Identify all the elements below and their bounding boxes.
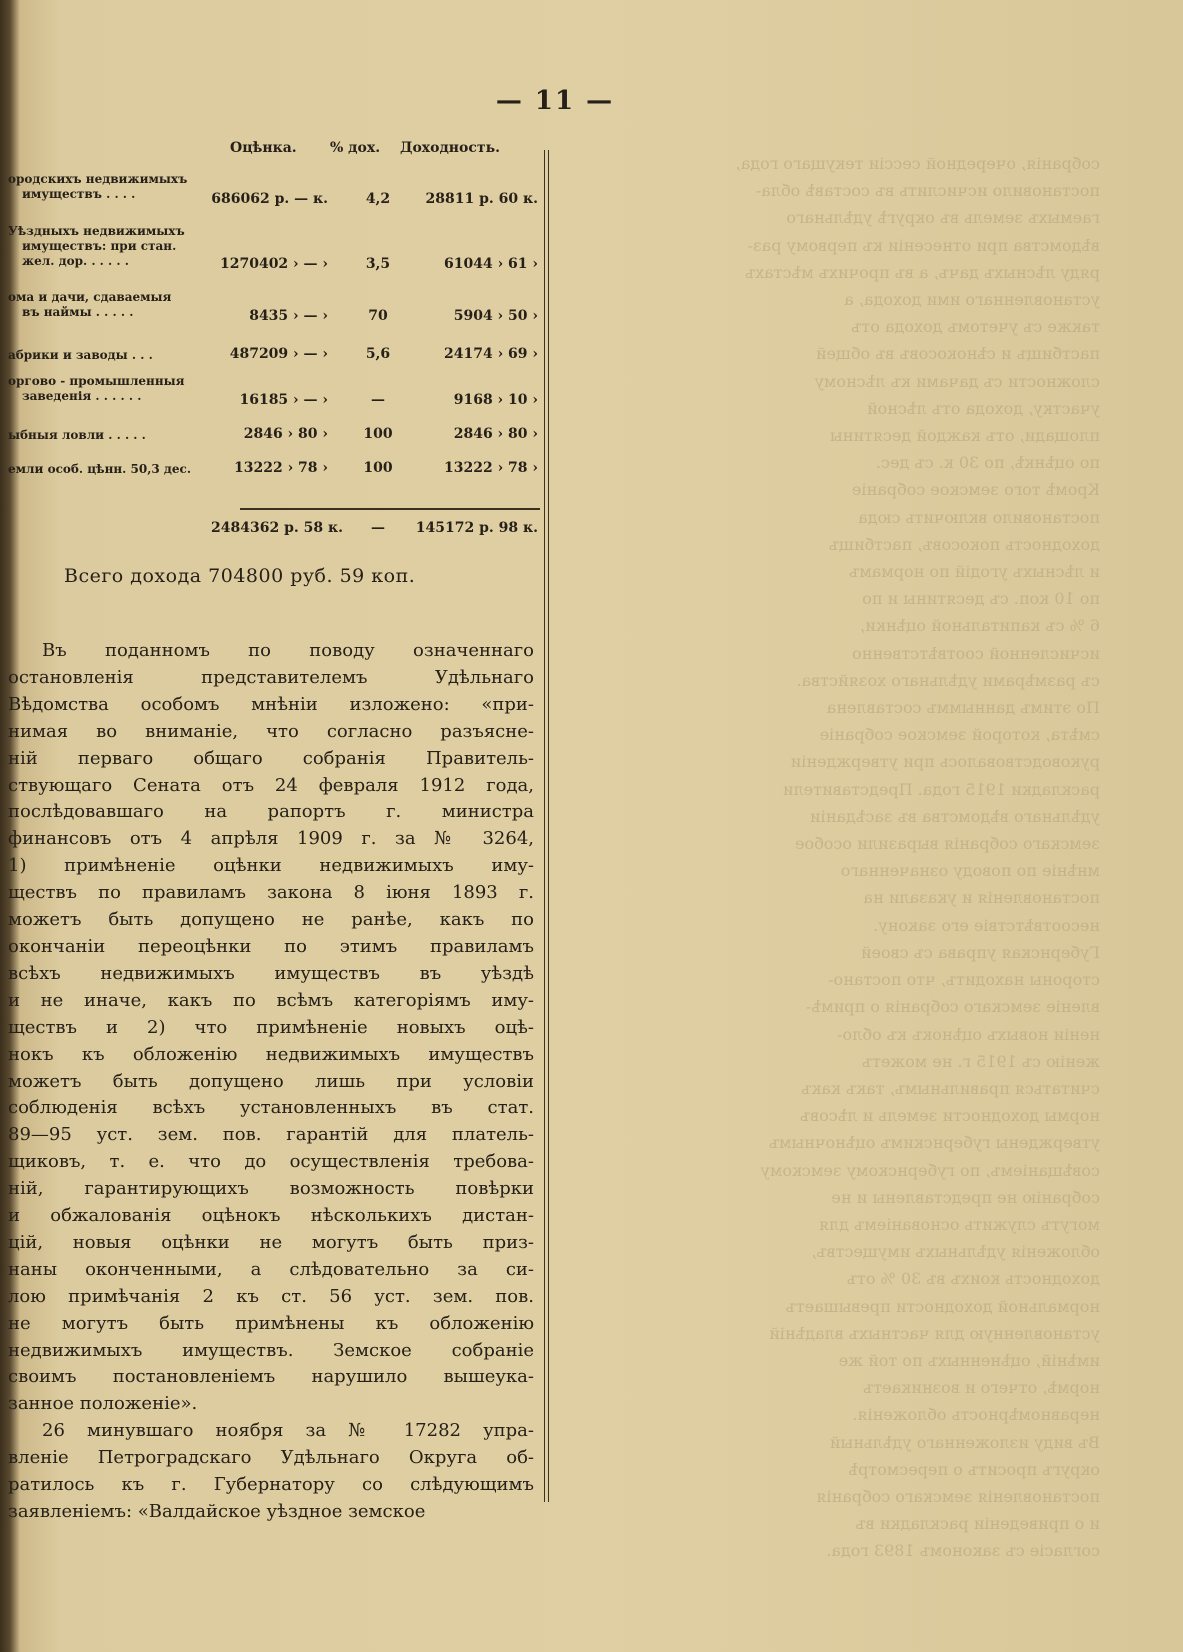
body-line: ній перваго общаго собранія Правитель- xyxy=(8,747,534,769)
body-line: своимъ постановленіемъ нарушило вышеука- xyxy=(8,1366,534,1388)
body-line: и обжалованія оцѣнокъ нѣсколькихъ дистан- xyxy=(8,1205,534,1227)
body-line: ствующаго Сената отъ 24 февраля 1912 года, xyxy=(8,774,534,796)
table-row xyxy=(8,290,543,326)
body-line: лою примѣчанія 2 къ ст. 56 уст. зем. пов. xyxy=(8,1285,534,1307)
row-label: емли особ. цѣнн. 50,3 дес. xyxy=(8,462,192,476)
cell-valuation: 16185 › — › xyxy=(239,392,328,408)
body-line: ществъ по правиламъ закона 8 іюня 1893 г. xyxy=(8,882,534,904)
body-line: занное положеніе». xyxy=(8,1393,198,1415)
income-summary: Всего дохода 704800 руб. 59 коп. xyxy=(64,565,416,587)
body-line: и не иначе, какъ по всѣмъ категоріямъ иму- xyxy=(8,989,534,1011)
body-line: ній, гарантирующихъ возможность повѣрки xyxy=(8,1178,534,1200)
body-line: нокъ къ обложенію недвижимыхъ имуществъ xyxy=(8,1043,534,1065)
body-line: Вѣдомства особомъ мнѣніи изложено: «при- xyxy=(8,693,534,715)
cell-percent: 3,5 xyxy=(365,256,391,272)
column-divider xyxy=(544,150,549,1502)
table-row xyxy=(8,426,543,446)
row-label: абрики и заводы . . . xyxy=(8,348,153,362)
table-row xyxy=(8,346,543,366)
body-paragraph xyxy=(8,638,534,1526)
cell-valuation: 2846 › 80 › xyxy=(243,426,328,442)
body-line: нимая во вниманіе, что согласно разъясне- xyxy=(8,720,534,742)
total-rule xyxy=(240,508,540,510)
body-line: вленіе Петроградскаго Удѣльнаго Округа об- xyxy=(8,1447,534,1469)
cell-percent: 4,2 xyxy=(365,191,391,207)
row-label: ородскихъ недвижимыхъ имуществъ . . . . xyxy=(8,172,188,201)
cell-income: 2846 › 80 › xyxy=(453,426,538,442)
body-line: 89—95 уст. зем. пов. гарантій для платель- xyxy=(8,1124,534,1146)
body-line: цій, новыя оцѣнки не могутъ быть приз- xyxy=(8,1231,534,1253)
cell-income: 13222 › 78 › xyxy=(443,460,538,476)
cell-income: 5904 › 50 › xyxy=(453,308,538,324)
body-line: соблюденія всѣхъ установленныхъ въ стат. xyxy=(8,1097,534,1119)
cell-percent: 100 xyxy=(363,460,393,476)
body-line: недвижимыхъ имуществъ. Земское собраніе xyxy=(8,1339,534,1361)
total-valuation: 2484362 р. 58 к. xyxy=(211,520,343,536)
table-row xyxy=(8,172,543,206)
cell-valuation: 8435 › — › xyxy=(249,308,328,324)
body-line: окончаніи переоцѣнки по этимъ правиламъ xyxy=(8,935,534,957)
body-line: остановленія представителемъ Удѣльнаго xyxy=(8,666,534,688)
cell-percent: 100 xyxy=(363,426,393,442)
body-line: послѣдовавшаго на рапортъ г. министра xyxy=(8,801,534,823)
table-total-row xyxy=(8,520,543,540)
body-line: наны оконченными, а слѣдовательно за си- xyxy=(8,1258,534,1280)
bleed-through-text: собранія, очередной сессіи текущаго года, постановило исчислить въ составѣ обла- гаемыхъ земель въ округѣ удѣльнаго вѣдомства при отнесеніи къ первому раз- ряду лѣсныхъ дачъ, а въ прочихъ мѣстахъ установленнаго ими дохода, а также съ учетомъ дохода отъ пастбищъ и сѣнокосовъ въ общей сложности съ дачами къ лѣсному участку, дохода отъ лѣсной площади, отъ каждой десятины по оцѣнкѣ, по 30 к. съ дес. Кромѣ того земское собраніе постановило включить сюда доходность покосовъ, пастбищъ и лѣсныхъ угодій по нормамъ по 10 коп. съ десятины и по 6 % съ капитальной оцѣнки, исчисленной соотвѣтственно съ размѣрами удѣльнаго хозяйства. По этимъ данныммъ составлена смѣта, которой земское собраніе руководствовалось при утвержденіи раскладки 1915 года. Представители удѣльнаго вѣдомства въ засѣданіи земскаго собранія выразили особое мнѣніе по поводу означеннаго постановленія и указали на несоотвѣтствіе его закону. Губернская управа съ своей стороны находитъ, что постано- вленіе земскаго собранія о примѣ- неніи новыхъ оцѣнокъ къ обло- женію съ 1915 г. не можетъ считаться правильнымъ, такъ какъ нормы доходности земель и лѣсовъ утверждены губернскимъ оцѣночнымъ совѣщаніемъ, по губернскому земскому собранію не представлены и не могутъ служить основаніемъ для обложенія удѣльныхъ имуществъ, доходность коихъ въ 30 % отъ нормальной доходности превышаетъ установленную для частныхъ владѣнiй имѣній, оцѣненныхъ по той же нормѣ, отчего и возникаетъ неравномѣрность обложенія. Въ виду изложеннаго удѣльный округъ проситъ о пересмотрѣ постановленія земскаго собранія и о приведеніи раскладки въ согласіе съ закономъ 1893 года. xyxy=(735,154,1100,1561)
cell-percent: 5,6 xyxy=(365,346,391,362)
body-line: можетъ быть допущено лишь при условіи xyxy=(8,1070,534,1092)
cell-income: 24174 › 69 › xyxy=(443,346,538,362)
cell-valuation: 487209 › — › xyxy=(229,346,328,362)
body-line: 26 минувшаго ноября за № 17282 упра- xyxy=(42,1420,534,1442)
body-line: ратилось къ г. Губернатору со слѣдующимъ xyxy=(8,1474,534,1496)
body-line: щиковъ, т. е. что до осуществленія требова- xyxy=(8,1151,534,1173)
body-line: всѣхъ недвижимыхъ имуществъ въ уѣздѣ xyxy=(8,962,534,984)
cell-income: 9168 › 10 › xyxy=(453,392,538,408)
cell-valuation: 1270402 › — › xyxy=(219,256,328,272)
total-percent: — xyxy=(371,520,385,536)
header-valuation: Оцѣнка. xyxy=(230,140,297,156)
table-row xyxy=(8,224,543,286)
header-percent: % дох. xyxy=(330,140,381,156)
page-number: — 11 — xyxy=(495,86,615,116)
body-line: заявленіемъ: «Валдайское уѣздное земское xyxy=(8,1501,426,1522)
cell-income: 61044 › 61 › xyxy=(443,256,538,272)
body-line: можетъ быть допущено не ранѣе, какъ по xyxy=(8,909,534,931)
body-line: Въ поданномъ по поводу означеннаго xyxy=(42,640,534,661)
body-line: не могутъ быть примѣнены къ обложенію xyxy=(8,1312,534,1334)
cell-valuation: 686062 р. — к. xyxy=(211,191,328,207)
total-income: 145172 р. 98 к. xyxy=(415,520,538,536)
row-label: орговo - промышленныя заведенія . . . . . . xyxy=(8,374,185,403)
cell-income: 28811 р. 60 к. xyxy=(425,191,538,207)
row-label: ыбныя ловли . . . . . xyxy=(8,428,146,442)
body-line: 1) примѣненіе оцѣнки недвижимыхъ иму- xyxy=(8,855,534,877)
table-row xyxy=(8,374,543,410)
body-line: ществъ и 2) что примѣненіе новыхъ оцѣ- xyxy=(8,1016,534,1038)
body-line: финансовъ отъ 4 апрѣля 1909 г. за № 3264, xyxy=(8,828,534,850)
row-label: Уѣздныхъ недвижимыхъ имуществъ: при стан. жел. дор. . . . . . xyxy=(8,224,185,268)
cell-valuation: 13222 › 78 › xyxy=(233,460,328,476)
cell-percent: — xyxy=(371,392,385,408)
header-income: Доходность. xyxy=(400,140,500,156)
row-label: ома и дачи, сдаваемыя въ наймы . . . . . xyxy=(8,290,172,319)
table-row xyxy=(8,460,543,480)
cell-percent: 70 xyxy=(368,308,388,324)
